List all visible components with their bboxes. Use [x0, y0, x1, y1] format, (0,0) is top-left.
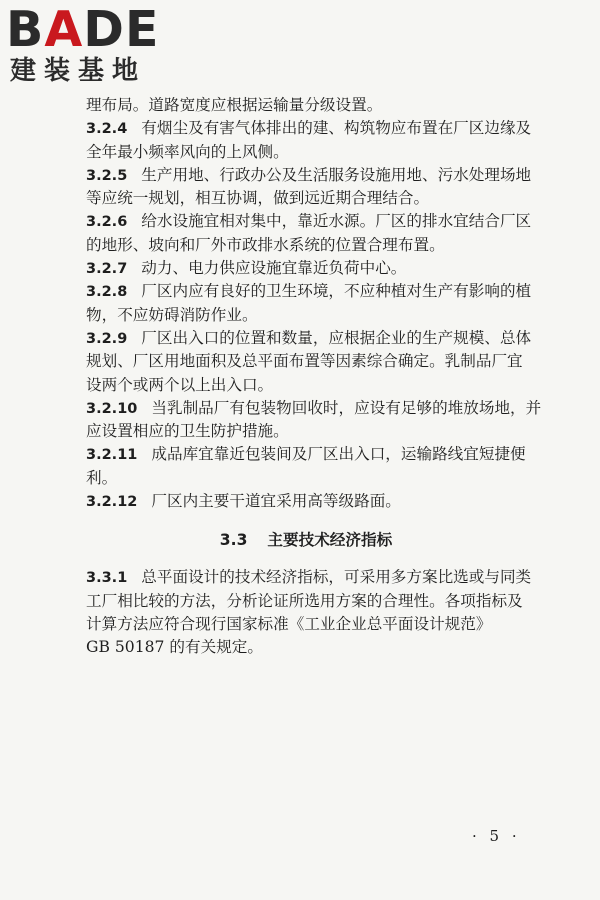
clause-first-line [86, 443, 526, 466]
clause-text: 生产用地、行政办公及生活服务设施用地、污水处理场地 [141, 165, 532, 184]
clause-number: 3.3.1 [86, 570, 128, 587]
clause-text: 利。 [86, 468, 118, 487]
clause-first-line [86, 280, 532, 303]
section-title: 主要技术经济指标 [267, 531, 393, 550]
clause-number: 3.2.12 [86, 494, 138, 511]
clause-line [86, 590, 526, 613]
clause-line [86, 304, 526, 327]
clause-first-line [86, 327, 532, 350]
document-body [86, 94, 542, 660]
clauses-section-3-2 [86, 117, 542, 513]
clause-first-line [86, 397, 542, 420]
clause-text: 应设置相应的卫生防护措施。 [86, 422, 289, 441]
clause-text: 计算方法应符合现行国家标准《工业企业总平面设计规范》 [86, 614, 492, 633]
clause-number: 3.2.10 [86, 400, 138, 417]
bade-logo [6, 1, 186, 86]
clause-text: 的地形、坡向和厂外市政排水系统的位置合理布置。 [86, 235, 445, 254]
logo-wordmark: BADE [6, 1, 160, 58]
clause-first-line [86, 257, 526, 280]
section-number: 3.3 [219, 531, 248, 550]
clause-number: 3.2.6 [86, 214, 128, 231]
clause-text: 等应统一规划，相互协调，做到远近期合理结合。 [86, 189, 430, 208]
clause-text: 全年最小频率风向的上风侧。 [86, 142, 289, 161]
clause-number: 3.2.7 [86, 261, 128, 278]
clause-text: 厂区出入口的位置和数量，应根据企业的生产规模、总体 [141, 328, 532, 347]
clause-line [86, 374, 526, 397]
clause-number: 3.2.11 [86, 447, 138, 464]
clause-number: 3.2.8 [86, 284, 128, 301]
clause-first-line [86, 164, 532, 187]
logo-subtitle: 建装基地 [10, 56, 147, 86]
clause-text: 物，不应妨碍消防作业。 [86, 305, 258, 324]
page-number: · 5 · [472, 827, 521, 845]
clause-first-line [86, 117, 532, 140]
clause-text: 厂区内主要干道宜采用高等级路面。 [151, 492, 401, 511]
clause-text: 成品库宜靠近包装间及厂区出入口，运输路线宜短捷便 [151, 445, 526, 464]
clause-text: 给水设施宜相对集中，靠近水源。厂区的排水宜结合厂区 [141, 212, 532, 231]
clause-first-line [86, 490, 526, 513]
clause-line [86, 187, 526, 210]
clause-number: 3.2.4 [86, 121, 128, 138]
continuation-line: 理布局。道路宽度应根据运输量分级设置。 [86, 96, 383, 114]
clause-line [86, 636, 526, 659]
clause-text: 当乳制品厂有包装物回收时，应设有足够的堆放场地，并 [151, 398, 542, 417]
clause-line [86, 420, 526, 443]
clause-text: 总平面设计的技术经济指标，可采用多方案比选或与同类 [141, 568, 532, 587]
clause-text: 规划、厂区用地面积及总平面布置等因素综合确定。乳制品厂宜 [86, 352, 523, 371]
clause-line [86, 467, 526, 490]
section-heading [86, 529, 526, 552]
clauses-section-3-3 [86, 566, 532, 659]
clause-first-line [86, 566, 532, 589]
clause-line [86, 141, 526, 164]
clause-text: GB 50187 的有关规定。 [86, 638, 263, 657]
clause-line [86, 350, 526, 373]
clause-first-line [86, 210, 532, 233]
clause-text: 设两个或两个以上出入口。 [86, 375, 274, 394]
clause-text: 工厂相比较的方法，分析论证所选用方案的合理性。各项指标及 [86, 591, 523, 610]
clause-text: 有烟尘及有害气体排出的建、构筑物应布置在厂区边缘及 [141, 119, 532, 138]
clause-number: 3.2.5 [86, 167, 128, 184]
clause-line [86, 613, 526, 636]
clause-number: 3.2.9 [86, 330, 128, 347]
clause-text: 厂区内应有良好的卫生环境，不应种植对生产有影响的植 [141, 282, 532, 301]
clause-line [86, 234, 526, 257]
clause-text: 动力、电力供应设施宜靠近负荷中心。 [141, 259, 407, 278]
